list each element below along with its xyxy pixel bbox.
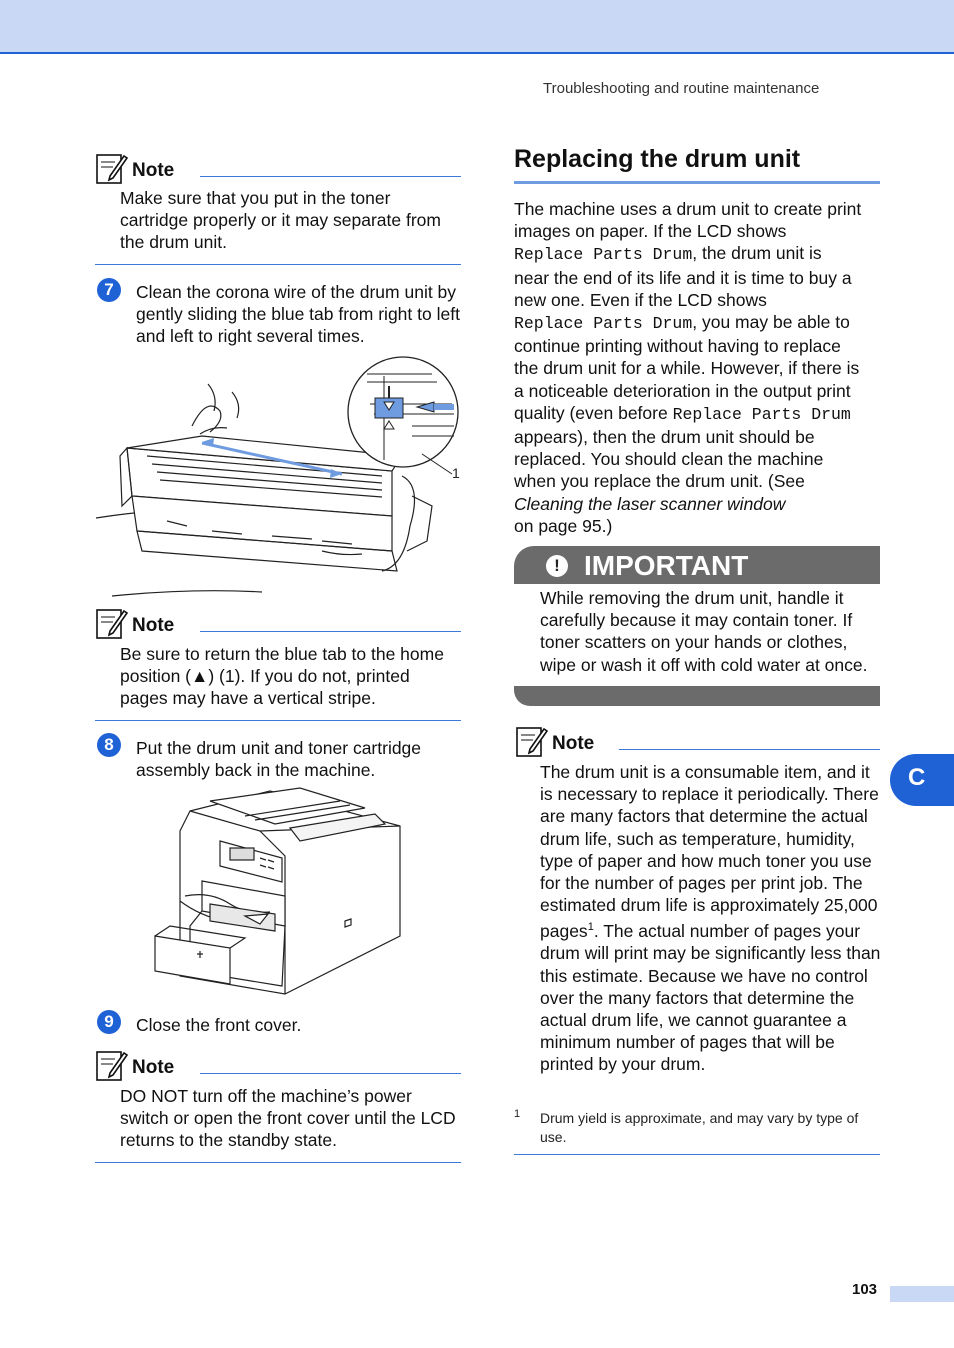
cross-reference-link[interactable]: Cleaning the laser scanner window [514,493,786,514]
step-7-text: Clean the corona wire of the drum unit by gently sliding the blue tab from right to left and left to right several times. [136,282,460,347]
exclamation-icon: ! [546,555,568,577]
section-title-underline [514,181,880,184]
step-number-7: 7 [97,278,121,302]
callout-label: 1 [452,465,460,481]
note-label: Note [132,1057,175,1078]
note-text: DO NOT turn off the machine’s power switch or open the front cover until the LCD returns to the standby state. [120,1086,456,1151]
note-label: Note [132,615,175,636]
step-number-9: 9 [97,1010,121,1034]
running-header: Troubleshooting and routine maintenance [543,80,820,97]
step-number-8: 8 [97,733,121,757]
note-pencil-icon [96,1049,128,1081]
chapter-tab[interactable] [890,754,954,806]
important-label: IMPORTANT [584,550,749,581]
note-text: Make sure that you put in the toner cartridge properly or it may separate from the drum unit. [120,188,441,253]
chapter-tab-letter: C [908,764,926,791]
section-paragraph: The machine uses a drum unit to create print images on paper. If the LCD shows Replace Parts Drum, the drum unit is near the end of its life and it is time to buy a new one. Even if the LCD shows Replace Parts Drum, you may be able to continue printing without having to replace the drum unit for a while. However, if there is a noticeable deterioration in the output print quality (even before Replace Parts Drum appears), then the drum unit should be replaced. You should clean the machine when you replace the drum unit. (See Cleaning the laser scanner window on page 95.) [514,199,862,536]
note-label: Note [552,733,595,754]
divider [95,264,461,265]
drum-unit-cleaning-illustration [92,356,464,600]
header-band [0,0,954,54]
note-pencil-icon [516,725,548,757]
note-pencil-icon [96,152,128,184]
note-text: The drum unit is a consumable item, and it is necessary to replace it periodically. There are many factors that determine the actual drum life, such as temperature, humidity, type of paper and how much toner you use for the number of pages per print job. The estimated drum life is approximately 25,000 pages$^1$. The actual number of pages your drum will print may be significantly less than this estimate. Because we have no control over the many factors that determine the actual drum life, we cannot guarantee a minimum number of pages that will be printed by your drum. [540,762,881,1075]
note-label: Note [132,160,175,181]
step-9-text: Close the front cover. [136,1015,302,1035]
lcd-message: Replace Parts Drum [514,314,693,334]
note-heading [96,1049,461,1085]
lcd-message: Replace Parts Drum [514,245,693,265]
note-heading [516,725,880,761]
printer-drum-insertion-illustration [150,786,406,998]
page-number: 103 [852,1281,878,1298]
lcd-message: Replace Parts Drum [672,404,851,424]
footnote-text: Drum yield is approximate, and may vary by type of use. [540,1110,859,1145]
step-8-text: Put the drum unit and toner cartridge assembly back in the machine. [136,738,422,781]
important-footer-bar [514,686,880,706]
section-title: Replacing the drum unit [514,145,801,173]
note-heading [96,152,461,188]
page-number-bar [890,1286,954,1302]
footnote-mark: 1 [514,1108,521,1120]
note-heading [96,607,461,643]
important-header [514,546,880,584]
divider [95,720,461,721]
note-pencil-icon [96,607,128,639]
important-text: While removing the drum unit, handle it carefully because it may contain toner. If toner scatters on your hands or clothes, wipe or wash it off with cold water at once. [540,588,868,675]
divider [514,1154,880,1155]
divider [95,1162,461,1163]
note-text: Be sure to return the blue tab to the home position (▲) (1). If you do not, printed pages may have a vertical stripe. [120,644,444,709]
